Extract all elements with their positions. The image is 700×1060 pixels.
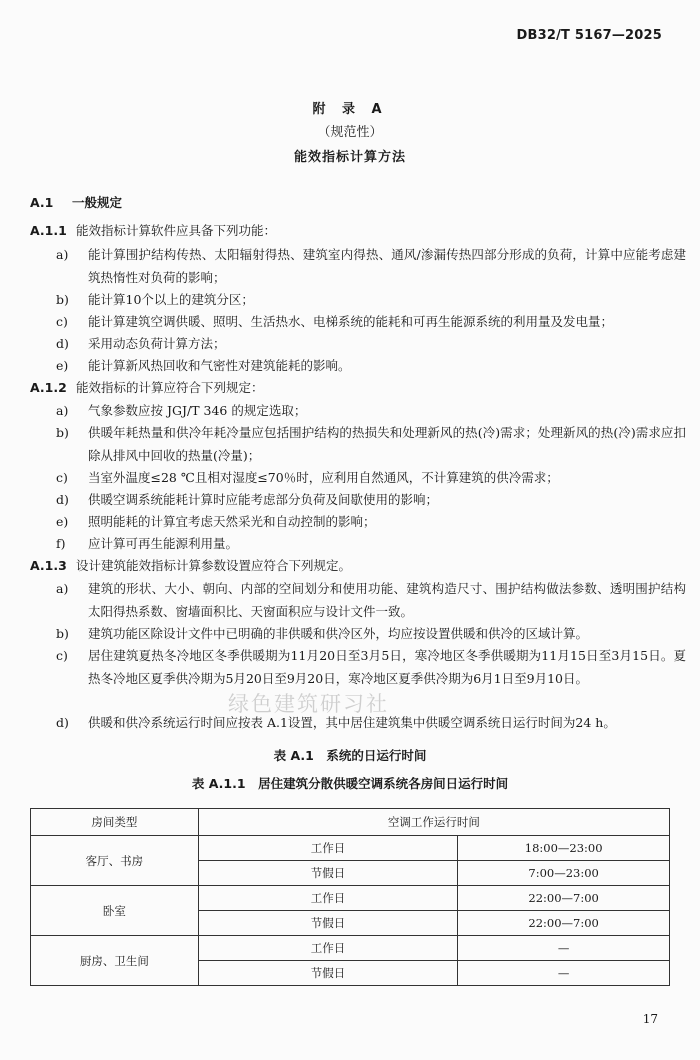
table-row	[31, 936, 670, 961]
clause-number: A.1.2	[30, 380, 67, 395]
table-row	[31, 836, 670, 861]
list-item	[56, 311, 686, 334]
list-marker: b)	[56, 292, 69, 307]
list-item	[56, 422, 686, 467]
day-type-cell: 节假日	[198, 911, 458, 936]
list-item	[56, 289, 686, 312]
time-cell: 18:00—23:00	[458, 836, 670, 861]
header-room-type: 房间类型	[31, 809, 199, 836]
list-item	[56, 489, 686, 512]
day-type-cell: 节假日	[198, 861, 458, 886]
list-marker: d)	[56, 492, 69, 507]
page-number: 17	[642, 1012, 658, 1026]
list-item	[56, 645, 686, 690]
list-item	[56, 578, 686, 623]
clause-number: A.1.3	[30, 558, 67, 573]
list-item-text: 供暖和供冷系统运行时间应按表 A.1设置，其中居住建筑集中供暖空调系统日运行时间为24 h。	[88, 715, 616, 730]
list-marker: e)	[56, 514, 69, 529]
list-item	[56, 623, 686, 646]
list-marker: e)	[56, 358, 69, 373]
list-marker: d)	[56, 715, 69, 730]
day-type-cell: 工作日	[198, 886, 458, 911]
header-operation-time: 空调工作运行时间	[198, 809, 669, 836]
section-number: A.1	[30, 195, 54, 210]
list-item	[56, 244, 686, 289]
list-item	[56, 533, 686, 556]
list-item-text: 能计算新风热回收和气密性对建筑能耗的影响。	[88, 358, 351, 373]
list-item	[56, 467, 686, 490]
section-title: 一般规定	[71, 195, 122, 210]
list-marker: c)	[56, 648, 68, 663]
appendix-name: 能效指标计算方法	[293, 150, 406, 165]
list-marker: a)	[56, 403, 69, 418]
list-marker: a)	[56, 581, 69, 596]
schedule-table	[30, 808, 670, 986]
list-item-text: 供暖空调系统能耗计算时应能考虑部分负荷及间歇使用的影响；	[88, 492, 439, 507]
list-marker: c)	[56, 470, 68, 485]
list-item	[56, 333, 686, 356]
appendix-normative-label: （规范性）	[317, 125, 383, 140]
clause-text: 设计建筑能效指标计算参数设置应符合下列规定。	[76, 558, 352, 573]
clause	[30, 555, 680, 577]
section-heading	[30, 193, 122, 211]
list-item-text: 供暖年耗热量和供冷年耗冷量应包括围护结构的热损失和处理新风的热(冷)需求；处理新风的热(冷)需求应扣除从排风中回收的热量(冷量)；	[88, 425, 686, 463]
document-code: DB32/T 5167—2025	[516, 28, 662, 43]
list-item-text: 居住建筑夏热冬冷地区冬季供暖期为11月20日至3月5日，寒冷地区冬季供暖期为11月15日至3月15日。夏热冬冷地区夏季供冷期为5月20日至9月20日，寒冷地区夏季供冷期为6月1日至9月10日。	[88, 648, 686, 686]
appendix-title: 附 录 A	[312, 102, 388, 117]
list-item-text: 照明能耗的计算宜考虑天然采光和自动控制的影响；	[88, 514, 376, 529]
list-item-text: 能计算建筑空调供暖、照明、生活热水、电梯系统的能耗和可再生能源系统的利用量及发电量；	[88, 314, 614, 329]
list-item-text: 当室外温度≤28 ℃且相对湿度≤70％时，应利用自然通风，不计算建筑的供冷需求；	[88, 470, 559, 485]
list-item-text: 应计算可再生能源利用量。	[88, 536, 239, 551]
list-item-text: 建筑功能区除设计文件中已明确的非供暖和供冷区外，均应按设置供暖和供冷的区域计算。	[88, 626, 589, 641]
day-type-cell: 节假日	[198, 961, 458, 986]
list-marker: f)	[56, 536, 66, 551]
day-type-cell: 工作日	[198, 936, 458, 961]
clause	[30, 220, 680, 242]
table-row	[31, 886, 670, 911]
time-cell: —	[458, 961, 670, 986]
list-item-text: 采用动态负荷计算方法；	[88, 336, 226, 351]
table-header-row	[31, 809, 670, 836]
list-marker: d)	[56, 336, 69, 351]
time-cell: 22:00—7:00	[458, 911, 670, 936]
list-item-text: 建筑的形状、大小、朝向、内部的空间划分和使用功能、建筑构造尺寸、围护结构做法参数、透明围护结构太阳得热系数、窗墙面积比、天窗面积应与设计文件一致。	[88, 581, 686, 619]
day-type-cell: 工作日	[198, 836, 458, 861]
time-cell: 22:00—7:00	[458, 886, 670, 911]
list-marker: a)	[56, 247, 69, 262]
room-cell: 卧室	[31, 886, 199, 936]
room-cell: 客厅、书房	[31, 836, 199, 886]
clause-number: A.1.1	[30, 223, 67, 238]
room-cell: 厨房、卫生间	[31, 936, 199, 986]
time-cell: —	[458, 936, 670, 961]
list-item	[56, 355, 686, 378]
list-marker: c)	[56, 314, 68, 329]
list-item-text: 能计算10个以上的建筑分区；	[88, 292, 254, 307]
list-item	[56, 400, 686, 423]
clause-text: 能效指标的计算应符合下列规定：	[76, 380, 264, 395]
table-title: 表 A.1 系统的日运行时间	[273, 748, 427, 763]
watermark: 绿色建筑研习社	[228, 692, 389, 716]
list-item-text: 气象参数应按 JGJ/T 346 的规定选取；	[88, 403, 307, 418]
clause-text: 能效指标计算软件应具备下列功能：	[76, 223, 277, 238]
clause	[30, 377, 680, 399]
time-cell: 7:00—23:00	[458, 861, 670, 886]
list-marker: b)	[56, 425, 69, 440]
table-subtitle: 表 A.1.1 居住建筑分散供暖空调系统各房间日运行时间	[191, 776, 509, 791]
list-marker: b)	[56, 626, 69, 641]
list-item-text: 能计算围护结构传热、太阳辐射得热、建筑室内得热、通风/渗漏传热四部分形成的负荷，计算中应能考虑建筑热惰性对负荷的影响；	[88, 247, 686, 285]
list-item	[56, 511, 686, 534]
